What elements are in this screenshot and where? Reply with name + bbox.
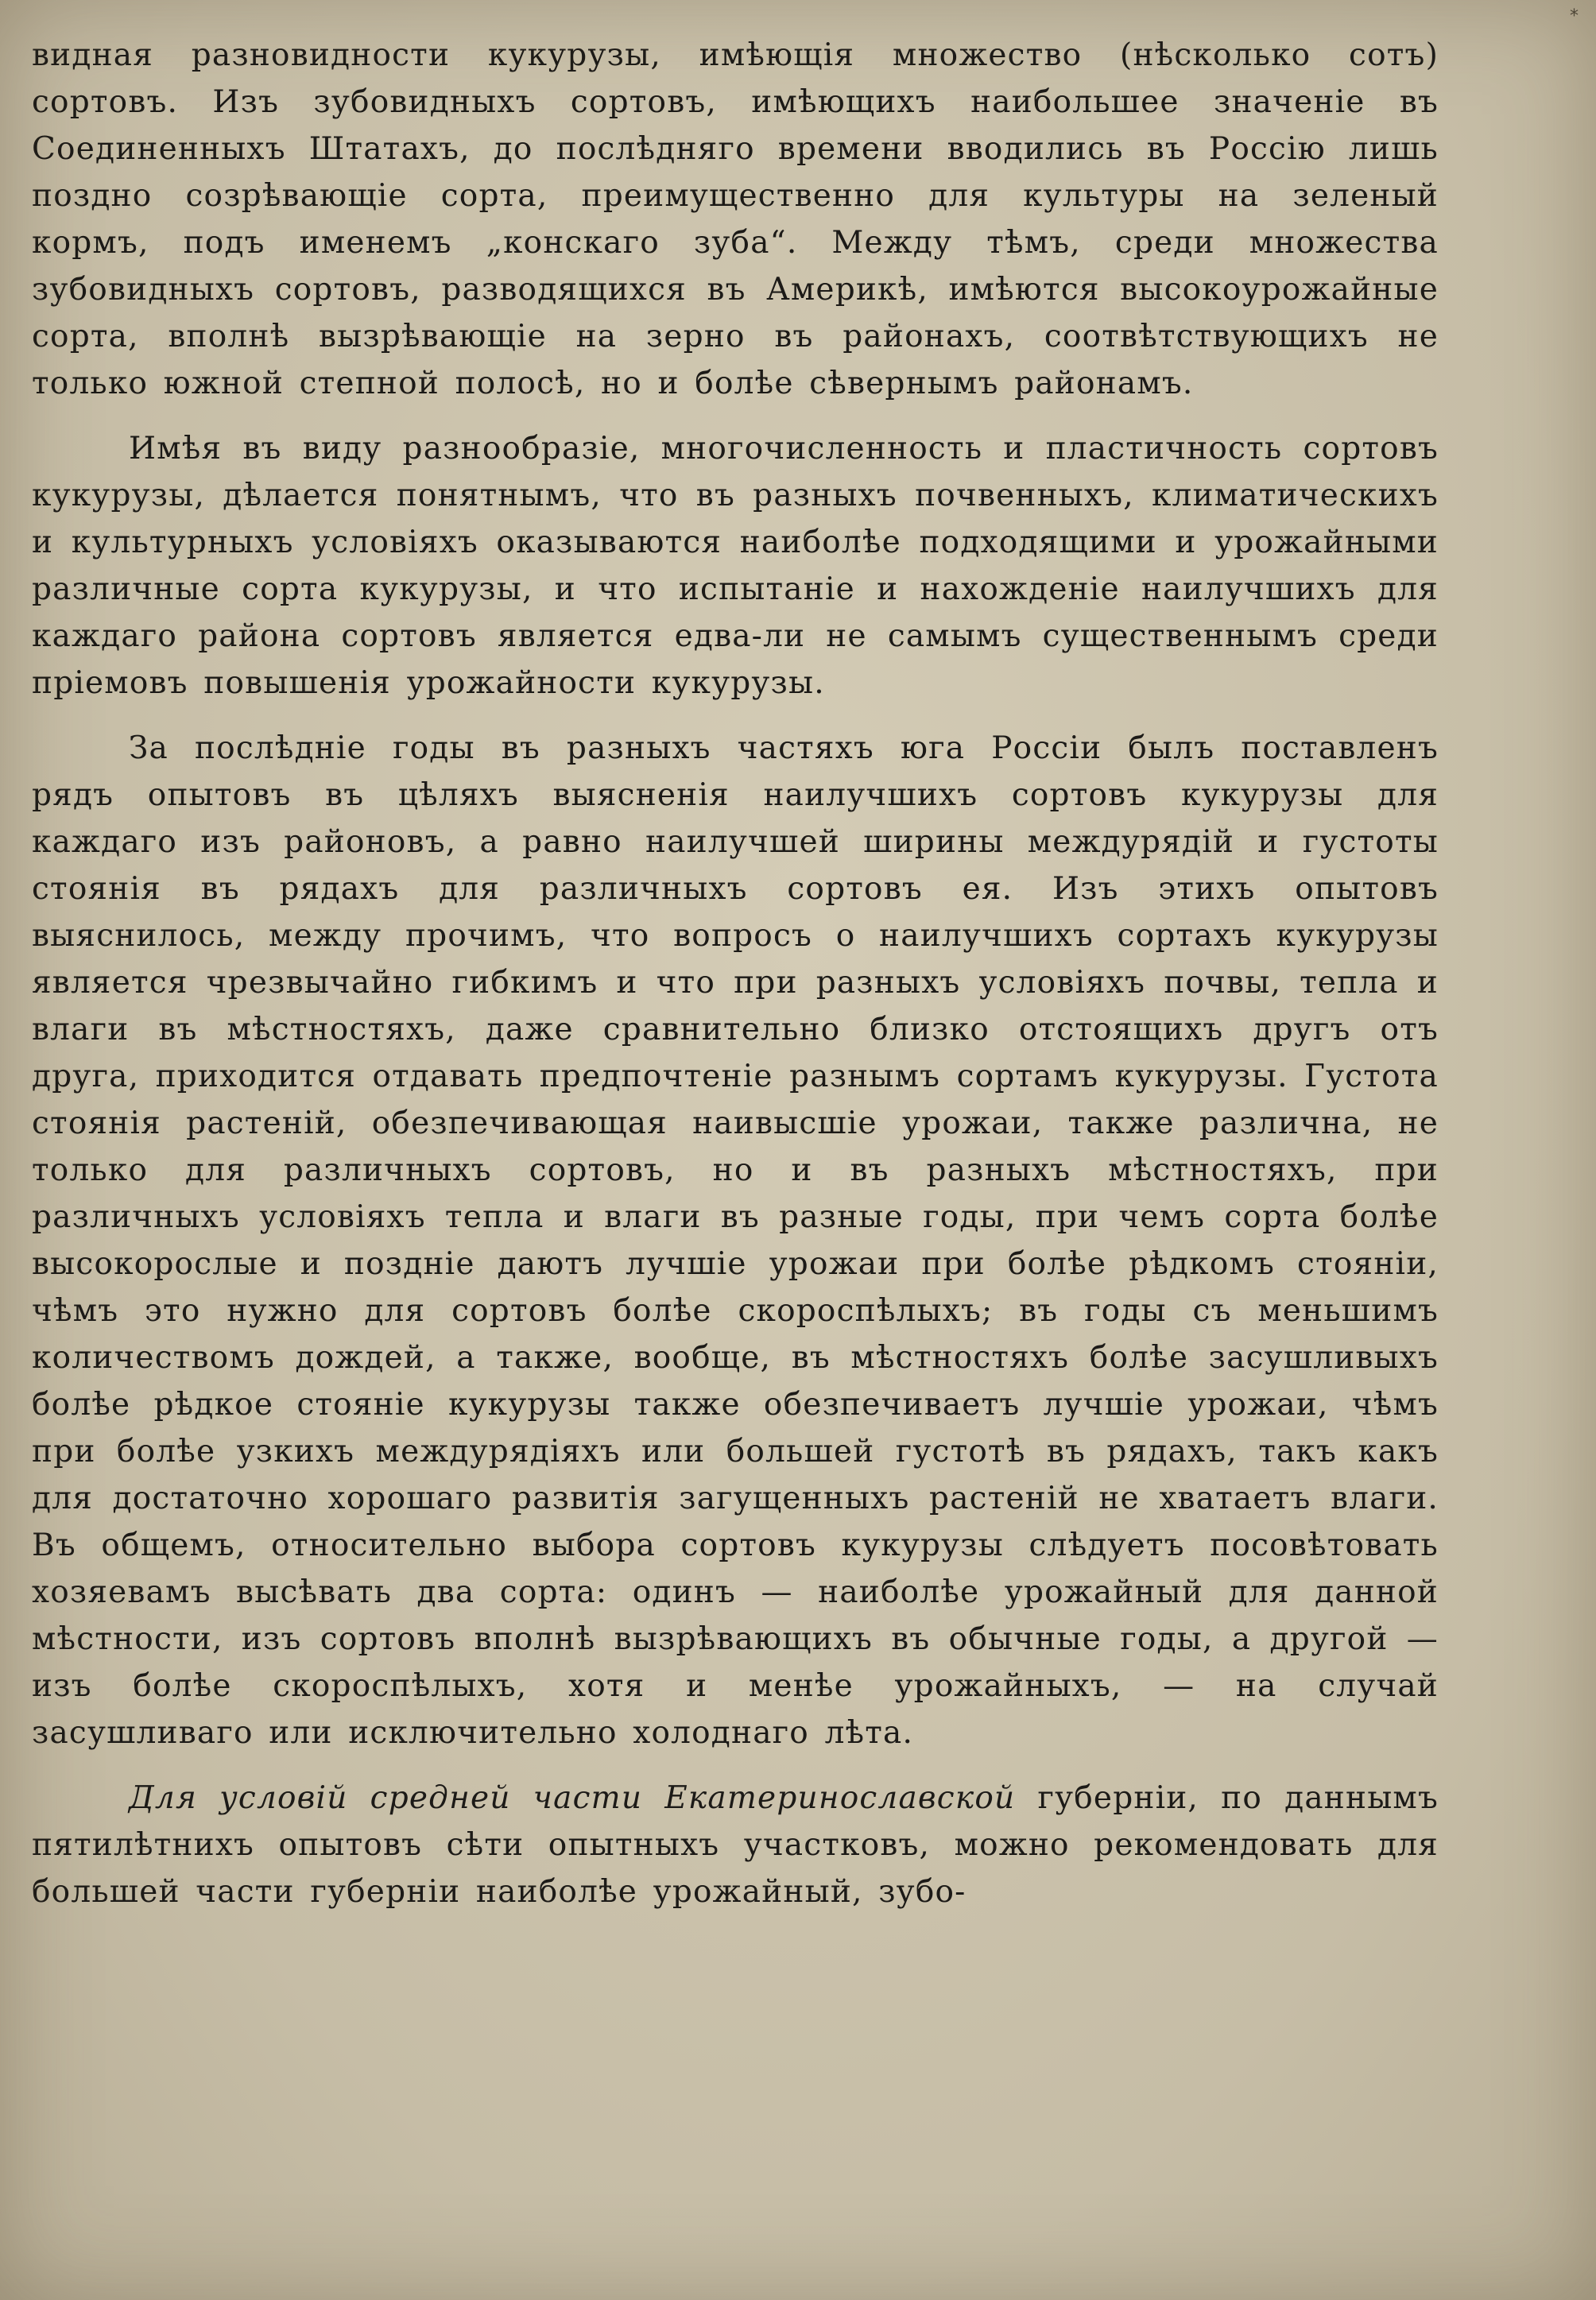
paragraph-text: видная разновидности кукурузы, имѣющія множество (нѣсколько сотъ) сортовъ. Изъ зубовидныхъ сортовъ, имѣющихъ наибольшее значеніе въ Соединенныхъ Штатахъ, до послѣдняго времени вводились въ Россію лишь поздно созрѣвающіе сорта, преимущественно для культуры на зеленый кормъ, подъ именемъ „конскаго зуба“. Между тѣмъ, среди множества зубовидныхъ сортовъ, разводящихся въ Америкѣ, имѣются высокоурожайные сорта, вполнѣ вызрѣвающіе на зерно въ районахъ, соотвѣтствующихъ не только южной степной полосѣ, но и болѣе сѣвернымъ районамъ.	[32, 37, 1439, 401]
corner-ink-mark: *	[1570, 6, 1579, 26]
paragraph-text: Имѣя въ виду разнообразіе, многочисленность и пластичность сортовъ кукурузы, дѣлается понятнымъ, что въ разныхъ почвенныхъ, климатическихъ и культурныхъ условіяхъ оказываются наиболѣе подходящими и урожайными различные сорта кукурузы, и что испытаніе и нахожденіе наилучшихъ для каждаго района сортовъ является едва-ли не самымъ существеннымъ среди пріемовъ повышенія урожайности кукурузы.	[32, 431, 1439, 701]
paragraph-text: За послѣдніе годы въ разныхъ частяхъ юга Россіи былъ поставленъ рядъ опытовъ въ цѣляхъ выясненія наилучшихъ сортовъ кукурузы для каждаго изъ районовъ, а равно наилучшей ширины междурядій и густоты стоянія въ рядахъ для различныхъ сортовъ ея. Изъ этихъ опытовъ выяснилось, между прочимъ, что вопросъ о наилучшихъ сортахъ кукурузы является чрезвычайно гибкимъ и что при разныхъ условіяхъ почвы, тепла и влаги въ мѣстностяхъ, даже сравнительно близко отстоящихъ другъ отъ друга, приходится отдавать предпочтеніе разнымъ сортамъ кукурузы. Густота стоянія растеній, обезпечивающая наивысшіе урожаи, также различна, не только для различныхъ сортовъ, но и въ разныхъ мѣстностяхъ, при различныхъ условіяхъ тепла и влаги въ разные годы, при чемъ сорта болѣе высокорослые и поздніе даютъ лучшіе урожаи при болѣе рѣдкомъ стояніи, чѣмъ это нужно для сортовъ болѣе скороспѣлыхъ; въ годы съ меньшимъ количествомъ дождей, а также, вообще, въ мѣстностяхъ болѣе засушливыхъ болѣе рѣдкое стояніе кукурузы также обезпечиваетъ лучшіе урожаи, чѣмъ при болѣе узкихъ междурядіяхъ или большей густотѣ въ рядахъ, такъ какъ для достаточно хорошаго развитія загущенныхъ растеній не хватаетъ влаги. Въ общемъ, относительно выбора сортовъ кукурузы слѣдуетъ посовѣтовать хозяевамъ высѣвать два сорта: одинъ — наиболѣе урожайный для данной мѣстности, изъ сортовъ вполнѣ вызрѣвающихъ въ обычные годы, а другой — изъ болѣе скороспѣлыхъ, хотя и менѣе урожайныхъ, — на случай засушливаго или исключительно холоднаго лѣта.	[32, 730, 1439, 1751]
body-text	[32, 32, 1439, 1934]
paragraph-field-experiments	[32, 725, 1439, 1756]
paragraph-maize-varieties	[32, 32, 1439, 407]
paragraph-ekaterinoslav-recommendation	[32, 1775, 1439, 1915]
paragraph-text: губерніи, по даннымъ пятилѣтнихъ опытовъ сѣти опытныхъ участковъ, можно рекомендовать для большей части губерніи наиболѣе урожайный, зубо-	[32, 1780, 1439, 1910]
paragraph-variety-plasticity	[32, 425, 1439, 707]
italic-lead-phrase: Для условій средней части Екатеринославской	[129, 1780, 1016, 1816]
